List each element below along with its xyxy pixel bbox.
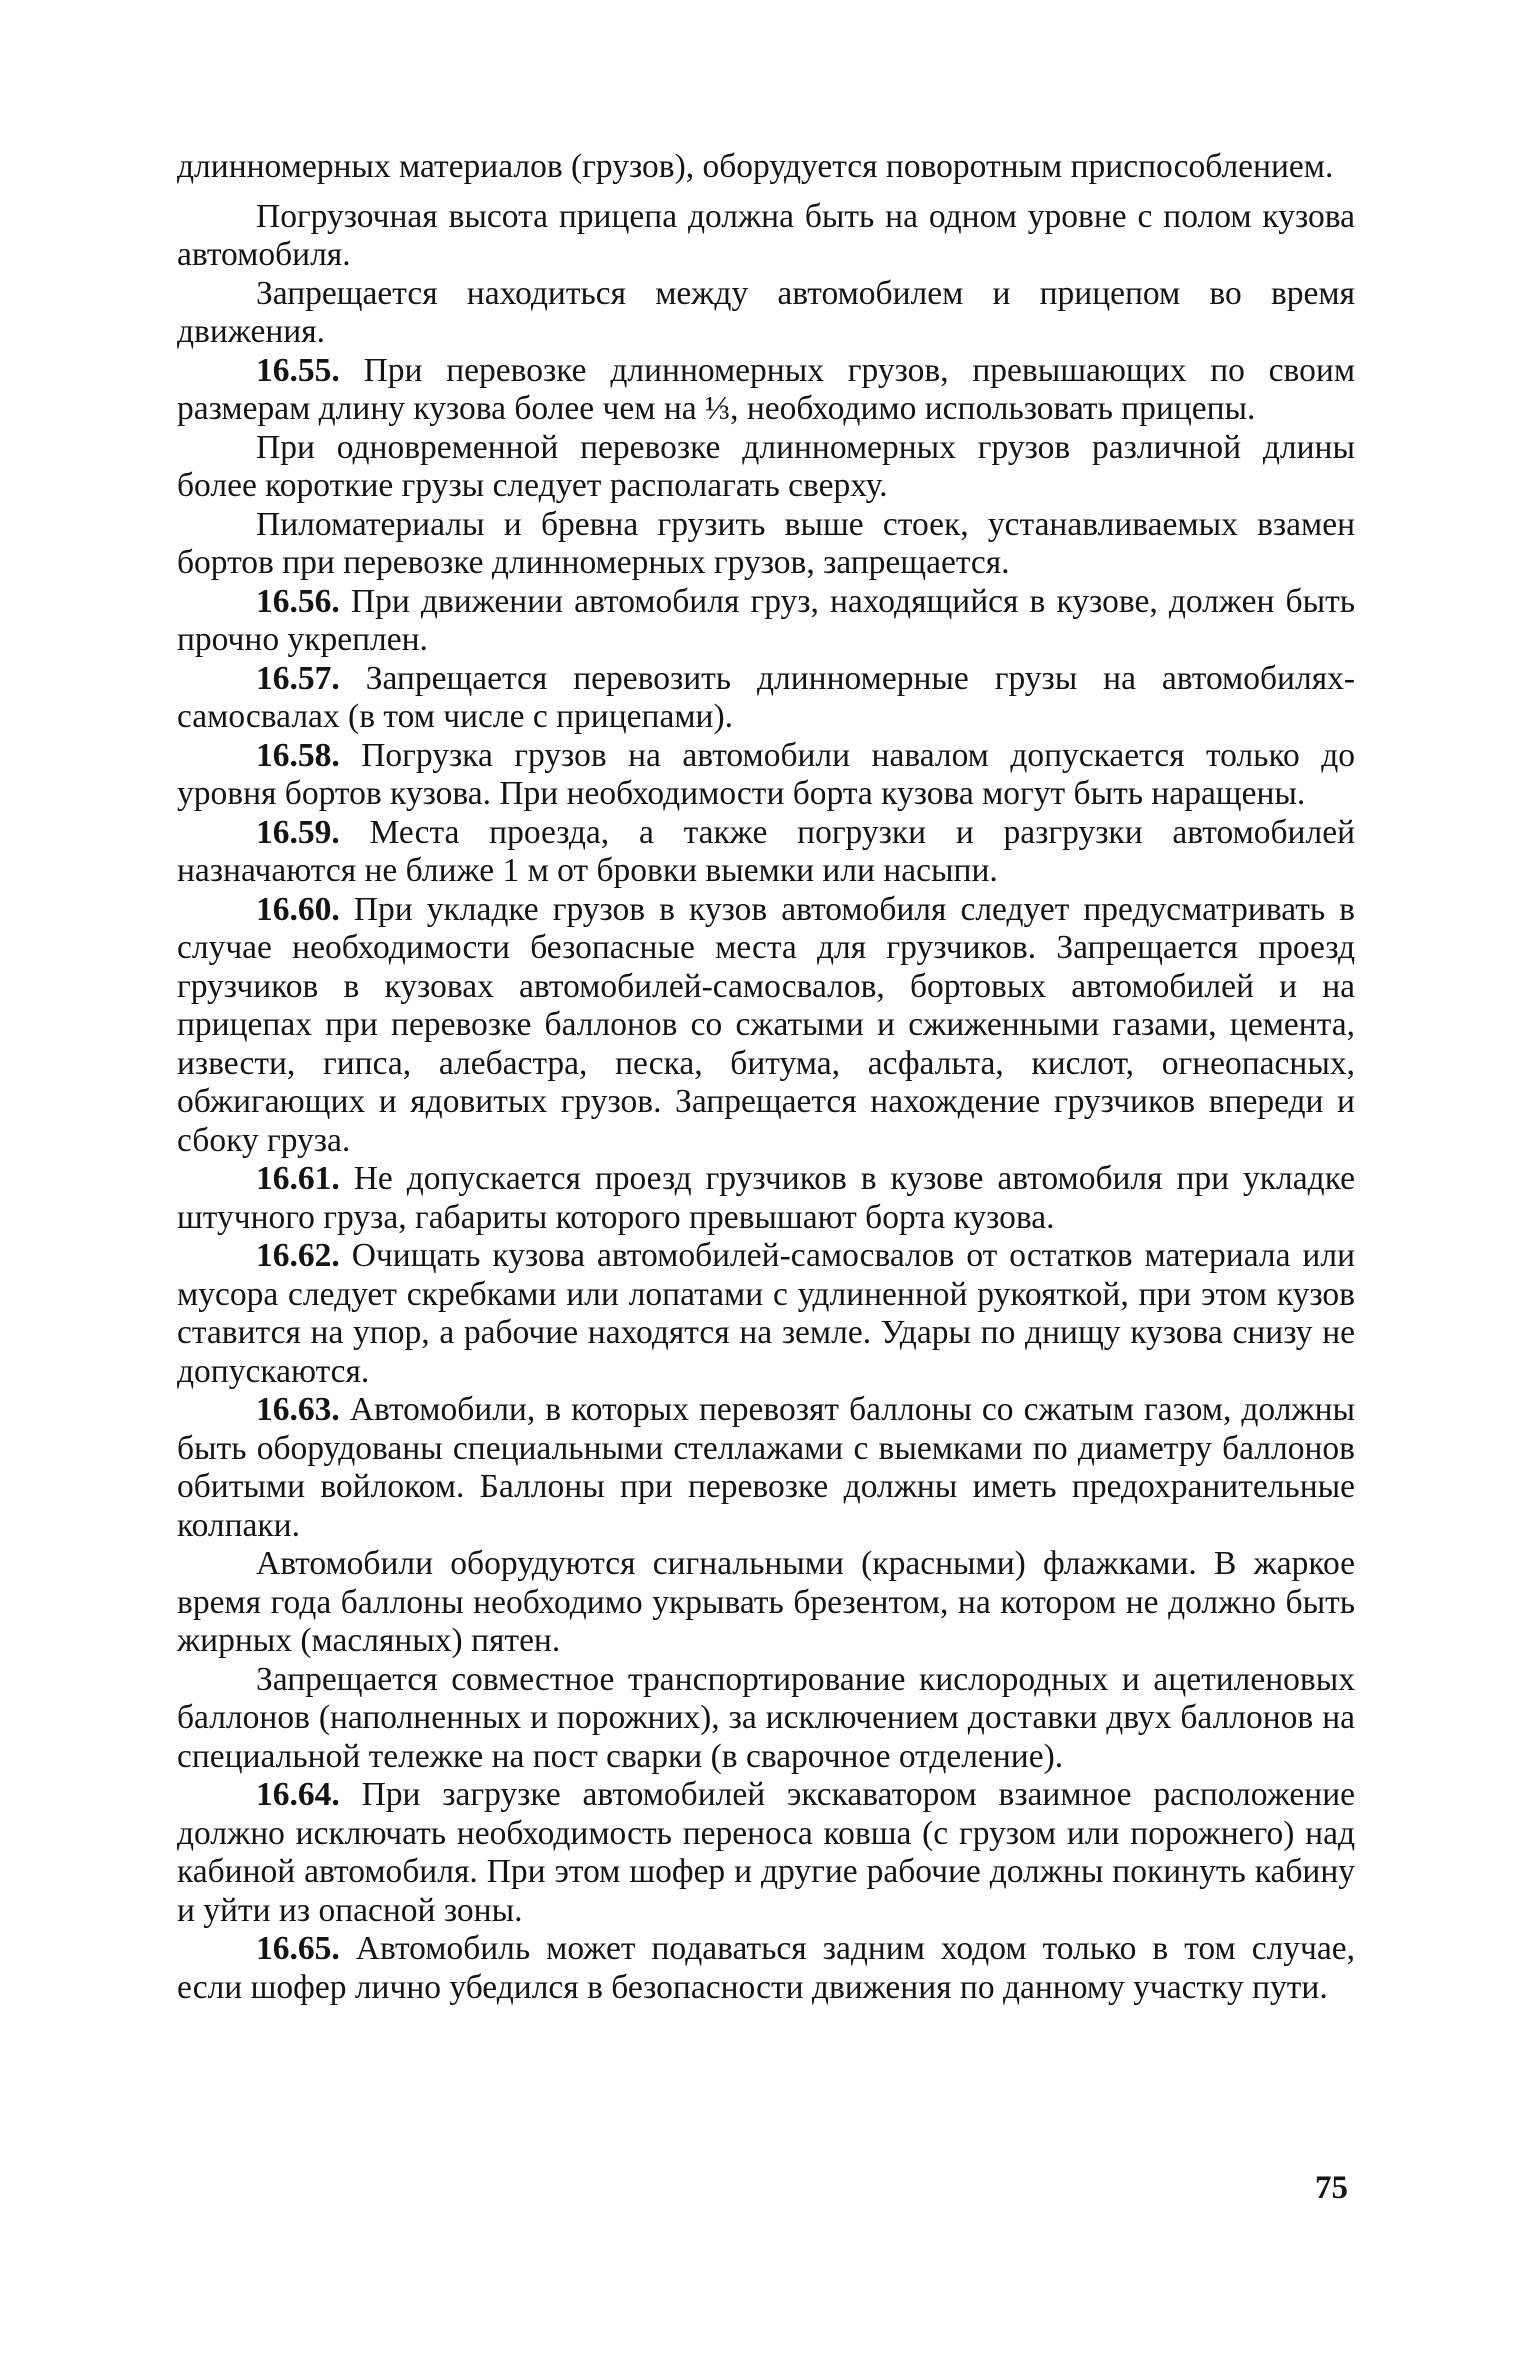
clause-number: 16.60.: [256, 890, 340, 928]
clause-16-56: 16.56. При движении автомобиля груз, находящийся в кузове, должен быть прочно укреплен.: [177, 582, 1355, 658]
paragraph: Запрещается находиться между автомобилем и прицепом во время движения.: [177, 274, 1355, 350]
clause-number: 16.64.: [256, 1776, 340, 1813]
clause-number: 16.62.: [256, 1237, 340, 1274]
clause-number: 16.59.: [256, 813, 340, 851]
paragraph-continuation: длинномерных материалов (грузов), оборудуется поворотным приспособлением.: [177, 148, 1334, 185]
clause-16-64: 16.64. При загрузке автомобилей экскаватором взаимное расположение должно исключать необходимость переноса ковша (с грузом или порожнего) над кабиной автомобиля. При этом шофер и другие рабочие должны покинуть кабину и уйти из опасной зоны.: [177, 1776, 1355, 1929]
clause-number: 16.58.: [256, 736, 340, 774]
paragraph: Пиломатериалы и бревна грузить выше стоек, устанавливаемых взамен бортов при перевозке длинномерных грузов, запрещается.: [177, 505, 1355, 581]
clause-16-63: 16.63. Автомобили, в которых перевозят баллоны со сжатым газом, должны быть оборудованы специальными стеллажами с выемками по диаметру баллонов обитыми войлоком. Баллоны при перевозке должны иметь предохранительные колпаки.: [177, 1391, 1356, 1544]
paragraph: Запрещается совместное транспортирование кислородных и ацетиленовых баллонов (наполненных и порожних), за исключением доставки двух баллонов на специальной тележке на пост сварки (в сварочное отделение).: [177, 1660, 1355, 1775]
clause-number: 16.61.: [256, 1160, 340, 1197]
clause-16-58: 16.58. Погрузка грузов на автомобили навалом допускается только до уровня бортов кузова. При необходимости борта кузова могут быть наращены.: [177, 736, 1356, 812]
clause-16-61: 16.61. Не допускается проезд грузчиков в кузове автомобиля при укладке штучного груза, габариты которого превышают борта кузова.: [177, 1160, 1356, 1236]
body-text: [177, 148, 1355, 2007]
clause-16-59: 16.59. Места проезда, а также погрузки и разгрузки автомобилей назначаются не ближе 1 м от бровки выемки или насыпи.: [177, 813, 1355, 889]
clause-16-60: 16.60. При укладке грузов в кузов автомобиля следует предусматривать в случае необходимости безопасные места для грузчиков. Запрещается проезд грузчиков в кузовах автомобилей-самосвалов, бортовых автомобилей и на прицепах при перевозке баллонов со сжатыми и сжиженными газами, цемента, извести, гипса, алебастра, песка, битума, асфальта, кислот, огнеопасных, обжигающих и ядовитых грузов. Запрещается нахождение грузчиков впереди и сбоку груза.: [177, 890, 1355, 1159]
clause-16-57: 16.57. Запрещается перевозить длинномерные грузы на автомобилях-самосвалах (в том числе с прицепами).: [177, 659, 1356, 735]
clause-number: 16.56.: [256, 582, 340, 620]
clause-number: 16.63.: [256, 1391, 340, 1428]
clause-16-55: 16.55. При перевозке длинномерных грузов, превышающих по своим размерам длину кузова более чем на ⅓, необходимо использовать прицепы.: [177, 351, 1356, 427]
clause-number: 16.55.: [256, 351, 340, 389]
paragraph: Погрузочная высота прицепа должна быть на одном уровне с полом кузова автомобиля.: [177, 197, 1355, 273]
clause-number: 16.57.: [256, 659, 340, 697]
paragraph: При одновременной перевозке длинномерных грузов различной длины более короткие грузы следует располагать сверху.: [177, 428, 1355, 504]
page-number: 75: [1315, 2170, 1348, 2206]
clause-number: 16.65.: [256, 1930, 340, 1967]
clause-16-62: 16.62. Очищать кузова автомобилей-самосвалов от остатков материала или мусора следует скребками или лопатами с удлиненной рукояткой, при этом кузов ставится на упор, а рабочие находятся на земле. Удары по днищу кузова снизу не допускаются.: [177, 1237, 1355, 1390]
clause-16-65: 16.65. Автомобиль может подаваться задним ходом только в том случае, если шофер лично убедился в безопасности движения по данному участку пути.: [177, 1930, 1356, 2006]
paragraph: Автомобили оборудуются сигнальными (красными) флажками. В жаркое время года баллоны необходимо укрывать брезентом, на котором не должно быть жирных (масляных) пятен.: [177, 1545, 1355, 1659]
